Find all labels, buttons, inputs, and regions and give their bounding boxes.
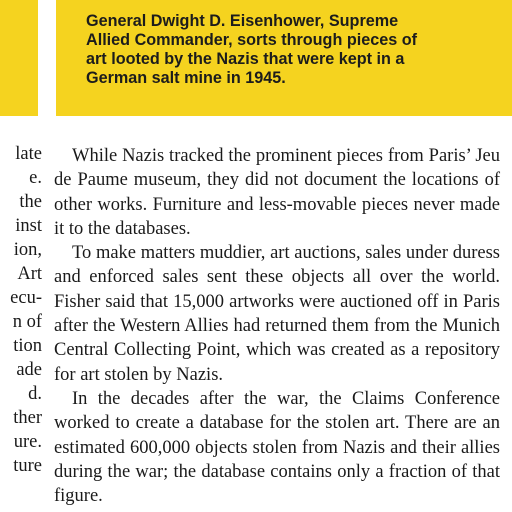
photo-caption-box: [56, 0, 512, 116]
left-fragment: inst: [15, 216, 42, 236]
left-fragment: ade: [16, 360, 42, 380]
left-column-fragments: [0, 142, 42, 482]
article-paragraph: While Nazis tracked the prominent pieces from Paris’ Jeu de Paume museum, they did not document the locations of other works. Furniture and less-movable pieces never made it to the databases.: [54, 146, 500, 239]
caption-line: art looted by the Nazis that were kept in a: [86, 50, 405, 68]
left-fragment: e.: [29, 168, 42, 188]
article-paragraph: In the decades after the war, the Claims Conference worked to create a database for the stolen art. There are an estimated 600,000 objects stolen from Nazis and their allies during the war; the database contains only a fraction of that figure.: [54, 388, 500, 507]
photo-caption: [86, 12, 498, 88]
left-fragment: n of: [12, 312, 42, 332]
left-fragment: ture: [13, 456, 42, 476]
left-fragment: Art: [17, 264, 42, 284]
article-body: [54, 144, 500, 508]
left-fragment: the: [19, 192, 42, 212]
left-image-panel: [0, 0, 38, 116]
caption-line: General Dwight D. Eisenhower, Supreme: [86, 12, 399, 30]
left-fragment: ure.: [13, 432, 42, 452]
caption-line: German salt mine in 1945.: [86, 69, 286, 87]
left-fragment: ion,: [13, 240, 42, 260]
caption-line: Allied Commander, sorts through pieces of: [86, 31, 417, 49]
left-fragment: ecu-: [10, 288, 42, 308]
left-fragment: d.: [28, 384, 42, 404]
article-paragraph: To make matters muddier, art auctions, sales under duress and enforced sales sent these objects all over the world. Fisher said that 15,000 artworks were auctioned off in Paris after the Western Allies had returned them from the Munich Central Collecting Point, which was created as a repository for art stolen by Nazis.: [54, 243, 500, 385]
left-fragment: ther: [13, 408, 42, 428]
left-fragment: tion: [13, 336, 42, 356]
left-fragment: late: [15, 144, 42, 164]
